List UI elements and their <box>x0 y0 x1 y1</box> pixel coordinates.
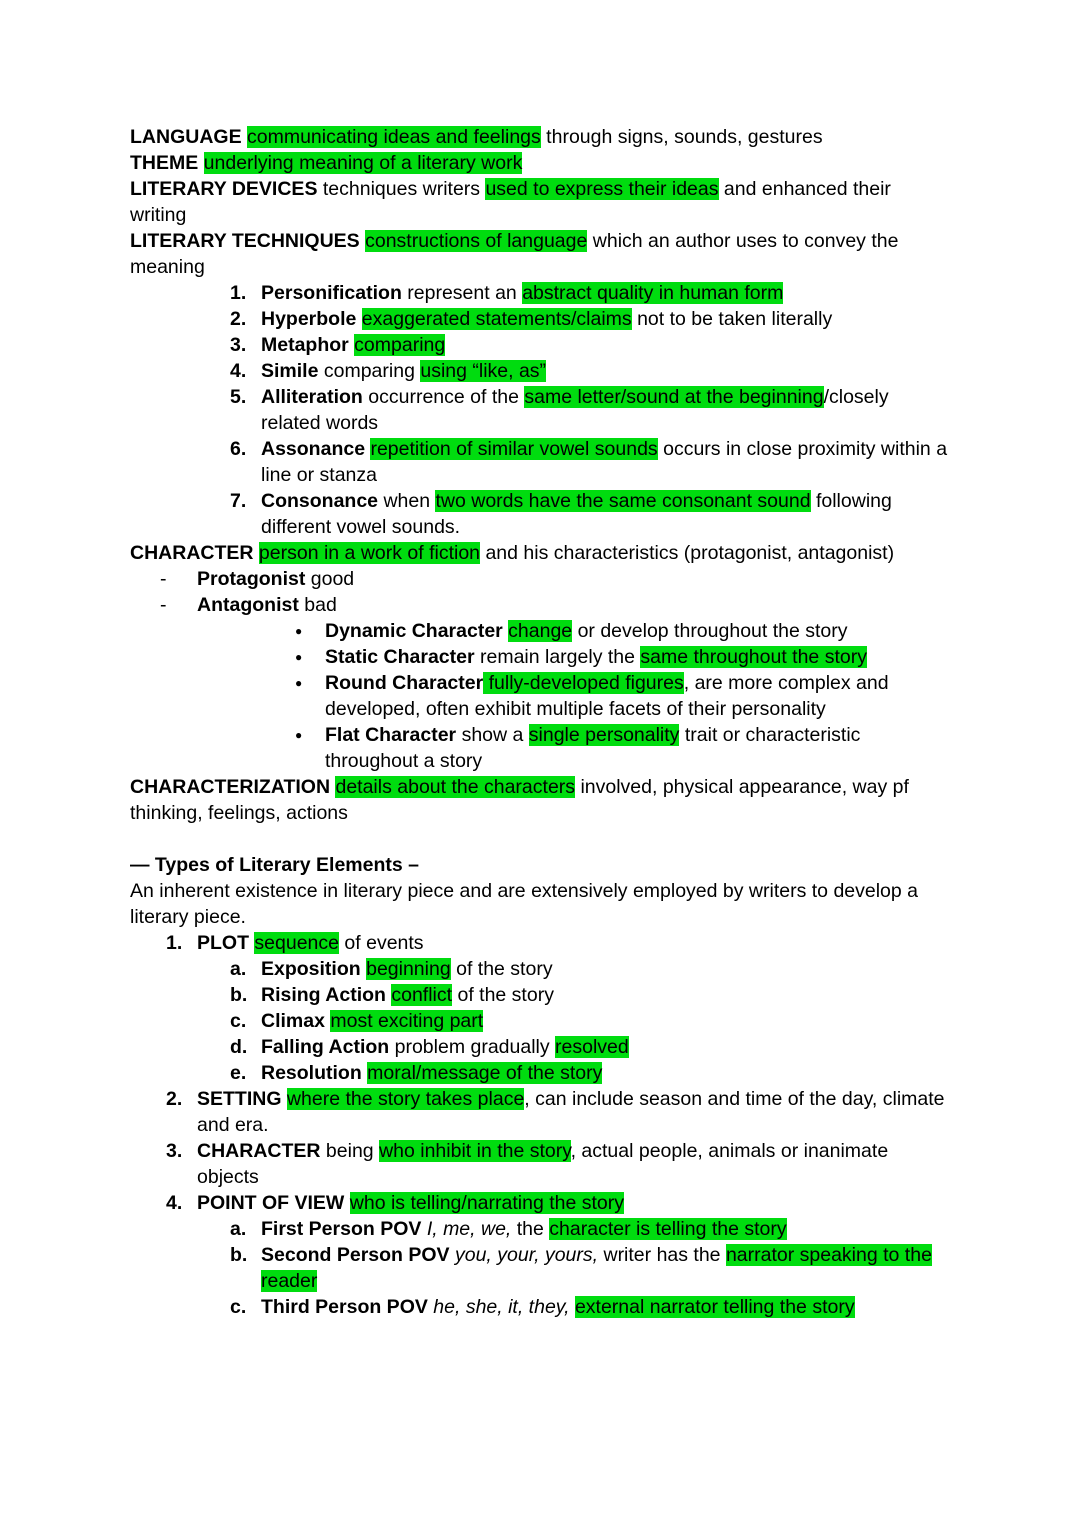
line-antagonist <box>130 592 950 618</box>
line-text: LITERARY TECHNIQUES constructions of language which an author uses to convey the meaning <box>130 230 899 278</box>
list-marker: 3. <box>230 334 247 356</box>
pov-second-person <box>130 1242 950 1294</box>
line-text: Simile comparing using “like, as” <box>261 360 547 382</box>
line-text: Dynamic Character change or develop throughout the story <box>325 620 848 642</box>
list-marker: b. <box>230 984 248 1006</box>
line-character <box>130 540 950 566</box>
element-plot <box>130 930 950 956</box>
line-text: First Person POV I, me, we, the character is telling the story <box>261 1218 787 1240</box>
list-marker: 2. <box>166 1088 183 1110</box>
element-setting <box>130 1086 950 1138</box>
line-text: — Types of Literary Elements – <box>130 854 419 876</box>
line-static-character <box>130 644 950 670</box>
element-character <box>130 1138 950 1190</box>
line-text: Third Person POV he, she, it, they, external narrator telling the story <box>261 1296 855 1318</box>
line-text: Metaphor comparing <box>261 334 446 356</box>
list-marker: ● <box>295 650 303 664</box>
line-text: Round Character fully-developed figures, are more complex and developed, often exhibit multiple facets of their personality <box>325 672 889 720</box>
technique-hyperbole <box>130 306 950 332</box>
list-marker: - <box>160 568 167 590</box>
line-dynamic-character <box>130 618 950 644</box>
line-literary-techniques <box>130 228 950 280</box>
line-text: An inherent existence in literary piece and are extensively employed by writers to develop a literary piece. <box>130 880 919 928</box>
plot-exposition <box>130 956 950 982</box>
plot-rising-action <box>130 982 950 1008</box>
line-language <box>130 124 950 150</box>
section-intro <box>130 878 950 930</box>
line-text: LITERARY DEVICES techniques writers used to express their ideas and enhanced their writing <box>130 178 891 226</box>
technique-assonance <box>130 436 950 488</box>
list-marker: 5. <box>230 386 247 408</box>
plot-falling-action <box>130 1034 950 1060</box>
line-characterization <box>130 774 950 826</box>
line-text: Antagonist bad <box>197 594 337 616</box>
list-marker: ● <box>295 624 303 638</box>
technique-metaphor <box>130 332 950 358</box>
line-literary-devices <box>130 176 950 228</box>
line-round-character <box>130 670 950 722</box>
line-text: SETTING where the story takes place, can include season and time of the day, climate and era. <box>197 1088 945 1136</box>
line-text: Climax most exciting part <box>261 1010 484 1032</box>
line-text: Static Character remain largely the same throughout the story <box>325 646 867 668</box>
list-marker: c. <box>230 1010 247 1032</box>
line-flat-character <box>130 722 950 774</box>
line-text: Resolution moral/message of the story <box>261 1062 603 1084</box>
list-marker: 2. <box>230 308 247 330</box>
pov-first-person <box>130 1216 950 1242</box>
line-text: Hyperbole exaggerated statements/claims not to be taken literally <box>261 308 833 330</box>
plot-resolution <box>130 1060 950 1086</box>
line-text: Exposition beginning of the story <box>261 958 553 980</box>
document-body <box>130 124 950 1320</box>
element-point-of-view <box>130 1190 950 1216</box>
list-marker: b. <box>230 1244 248 1266</box>
technique-personification <box>130 280 950 306</box>
blank-line <box>130 826 950 852</box>
list-marker: 4. <box>230 360 247 382</box>
line-text: Falling Action problem gradually resolved <box>261 1036 629 1058</box>
line-text: Consonance when two words have the same consonant sound following different vowel sounds. <box>261 490 892 538</box>
list-marker: 6. <box>230 438 247 460</box>
line-text: PLOT sequence of events <box>197 932 424 954</box>
line-text: Rising Action conflict of the story <box>261 984 554 1006</box>
list-marker: a. <box>230 1218 247 1240</box>
list-marker: e. <box>230 1062 247 1084</box>
line-text: CHARACTER being who inhibit in the story, actual people, animals or inanimate objects <box>197 1140 889 1188</box>
technique-simile <box>130 358 950 384</box>
line-protagonist <box>130 566 950 592</box>
list-marker: 1. <box>166 932 183 954</box>
line-text: Flat Character show a single personality trait or characteristic throughout a story <box>325 724 861 772</box>
line-text: CHARACTER person in a work of fiction and his characteristics (protagonist, antagonist) <box>130 542 895 564</box>
line-text: Protagonist good <box>197 568 355 590</box>
technique-alliteration <box>130 384 950 436</box>
section-heading <box>130 852 950 878</box>
plot-climax <box>130 1008 950 1034</box>
line-theme <box>130 150 950 176</box>
line-text: Second Person POV you, your, yours, writer has the narrator speaking to the reader <box>261 1244 932 1292</box>
line-text: Personification represent an abstract quality in human form <box>261 282 784 304</box>
list-marker: d. <box>230 1036 248 1058</box>
line-text: LANGUAGE communicating ideas and feelings through signs, sounds, gestures <box>130 126 823 148</box>
list-marker: 4. <box>166 1192 183 1214</box>
list-marker: - <box>160 594 167 616</box>
list-marker: c. <box>230 1296 247 1318</box>
technique-consonance <box>130 488 950 540</box>
line-text: Alliteration occurrence of the same letter/sound at the beginning/closely related words <box>261 386 889 434</box>
pov-third-person <box>130 1294 950 1320</box>
line-text: THEME underlying meaning of a literary work <box>130 152 523 174</box>
line-text: Assonance repetition of similar vowel sounds occurs in close proximity within a line or stanza <box>261 438 948 486</box>
list-marker: 3. <box>166 1140 183 1162</box>
list-marker: ● <box>295 676 303 690</box>
list-marker: a. <box>230 958 247 980</box>
line-text: CHARACTERIZATION details about the characters involved, physical appearance, way pf thinking, feelings, actions <box>130 776 909 824</box>
list-marker: 1. <box>230 282 247 304</box>
line-text: POINT OF VIEW who is telling/narrating the story <box>197 1192 624 1214</box>
list-marker: 7. <box>230 490 247 512</box>
list-marker: ● <box>295 728 303 742</box>
